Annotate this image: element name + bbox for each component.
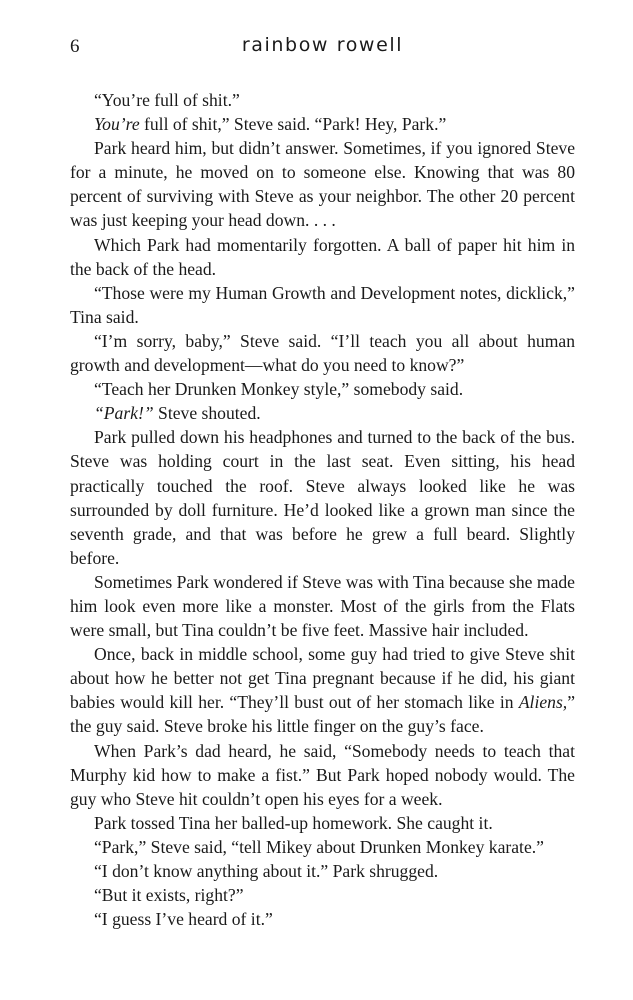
paragraph: Which Park had momentarily forgotten. A ball of paper hit him in the back of the head. bbox=[70, 234, 575, 279]
paragraph: “I don’t know anything about it.” Park shrugged. bbox=[94, 861, 439, 881]
paragraph: “Park,” Steve said, “tell Mikey about Drunken Monkey karate.” bbox=[94, 836, 544, 857]
paragraph: “I’m sorry, baby,” Steve said. “I’ll teach you all about human growth and development—what do you need to know?” bbox=[70, 330, 575, 376]
paragraph: Park tossed Tina her balled-up homework. She caught it. bbox=[94, 812, 493, 833]
paragraph: “But it exists, right?” bbox=[94, 885, 244, 906]
paragraph: “Park!” Steve shouted. bbox=[94, 403, 261, 424]
italic-text: Aliens, bbox=[518, 692, 568, 713]
italic-text: You’re bbox=[94, 114, 140, 135]
paragraph: You’re full of shit,” Steve said. “Park! Hey, Park.” bbox=[94, 114, 447, 135]
body-text bbox=[70, 88, 575, 931]
paragraph: “Those were my Human Growth and Development notes, dicklick,” Tina said. bbox=[70, 282, 575, 327]
paragraph: Park heard him, but didn’t answer. Sometimes, if you ignored Steve for a minute, he moved on to someone else. Knowing that was 80 percent of surviving with Steve as your neighbor. The other 20 percent was just keeping your head down. . . . bbox=[70, 138, 575, 231]
running-header bbox=[70, 34, 575, 62]
paragraph: “You’re full of shit.” bbox=[94, 90, 240, 110]
paragraph: Once, back in middle school, some guy had tried to give Steve shit about how he better not get Tina pregnant because if he did, his giant babies would kill her. “They’ll bust out of her stomach like in Aliens,” the guy said. Steve broke his little finger on the guy’s face. bbox=[70, 644, 575, 737]
page-number: 6 bbox=[70, 36, 80, 57]
paragraph: “I guess I’ve heard of it.” bbox=[94, 909, 273, 930]
paragraph: When Park’s dad heard, he said, “Somebody needs to teach that Murphy kid how to make a fist.” But Park hoped nobody would. The guy who Steve hit couldn’t open his eyes for a week. bbox=[70, 740, 575, 809]
paragraph: “Teach her Drunken Monkey style,” somebody said. bbox=[94, 379, 464, 400]
paragraph: Park pulled down his headphones and turned to the back of the bus. Steve was holding court in the last seat. Even sitting, his head practically touched the roof. Steve always looked like he was surrounded by doll furniture. He’d looked like a grown man since the seventh grade, and that was before he grew a full beard. Slightly before. bbox=[70, 427, 575, 568]
paragraph: Sometimes Park wondered if Steve was with Tina because she made him look even more like a monster. Most of the girls from the Flats were small, but Tina couldn’t be five feet. Massive hair included. bbox=[70, 571, 575, 641]
book-title-header: rainbow rowell bbox=[241, 34, 404, 56]
italic-text: “Park!” bbox=[94, 403, 154, 424]
